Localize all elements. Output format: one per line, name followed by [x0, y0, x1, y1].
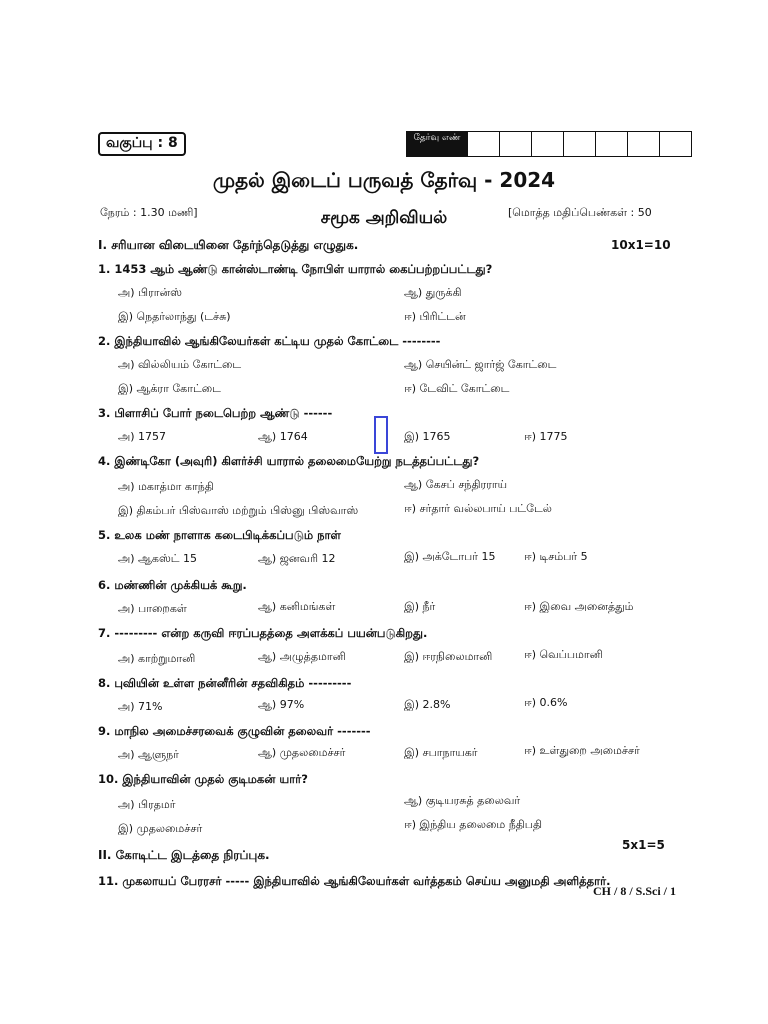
exam-number-label: தேர்வு எண்: [407, 132, 467, 156]
option-a: அ) 1757: [118, 430, 167, 443]
option-b: ஆ) துருக்கி: [404, 286, 462, 299]
question-7: 7. --------- என்ற கருவி ஈரப்பதத்தை அளக்கப் பயன்படுகிறது.: [98, 626, 428, 640]
exam-number-cell: [499, 132, 531, 156]
option-c: இ) திகம்பர் பிஸ்வாஸ் மற்றும் பிஸ்னு பிஸ்வாஸ்: [118, 504, 359, 517]
question-6: 6. மண்ணின் முக்கியக் கூறு.: [98, 578, 247, 592]
question-5: 5. உலக மண் நாளாக கடைபிடிக்கப்படும் நாள்: [98, 528, 341, 542]
option-b: ஆ) கனிமங்கள்: [258, 600, 336, 613]
exam-number-box: [406, 131, 692, 157]
exam-time: நேரம் : 1.30 மணி]: [100, 206, 198, 219]
question-11: 11. முகலாயப் பேரரசர் ----- இந்தியாவில் ஆங்கிலேயர்கள் வர்த்தகம் செய்ய அனுமதி அளித்தார்.: [98, 874, 611, 888]
option-c: இ) ஆக்ரா கோட்டை: [118, 382, 221, 395]
option-d: ஈ) 1775: [524, 430, 568, 443]
question-4: 4. இண்டிகோ (அவுரி) கிளர்ச்சி யாரால் தலைமையேற்று நடத்தப்பட்டது?: [98, 454, 480, 468]
option-a: அ) 71%: [118, 700, 163, 713]
option-b: ஆ) அழுத்தமானி: [258, 650, 346, 663]
exam-number-cell: [595, 132, 627, 156]
option-a: அ) ஆளுநர்: [118, 748, 179, 761]
option-b: ஆ) குடியரசுத் தலைவர்: [404, 794, 521, 807]
option-c: இ) சபாநாயகர்: [404, 746, 478, 759]
option-c: இ) 1765: [404, 430, 451, 443]
option-c: இ) ஈரநிலைமானி: [404, 650, 493, 663]
option-d: ஈ) சர்தார் வல்லபாய் பட்டேல்: [404, 502, 552, 515]
option-c: இ) முதலமைச்சர்: [118, 822, 203, 835]
option-c: இ) அக்டோபர் 15: [404, 550, 496, 563]
section-2-marks: 5x1=5: [622, 838, 665, 852]
text-cursor-box: [374, 416, 388, 454]
option-a: அ) வில்லியம் கோட்டை: [118, 358, 242, 371]
page-code: CH / 8 / S.Sci / 1: [593, 884, 677, 898]
question-2: 2. இந்தியாவில் ஆங்கிலேயர்கள் கட்டிய முதல் கோட்டை --------: [98, 334, 441, 348]
option-c: இ) நெதர்லாந்து (டச்சு): [118, 310, 231, 323]
subject-title: சமூக அறிவியல்: [320, 208, 448, 228]
option-b: ஆ) ஜனவரி 12: [258, 552, 336, 565]
option-a: அ) காற்றுமானி: [118, 652, 196, 665]
question-8: 8. புவியின் உள்ள நன்னீரின் சதவிகிதம் ---------: [98, 676, 352, 690]
option-d: ஈ) இந்திய தலைமை நீதிபதி: [404, 818, 542, 831]
option-c: இ) நீர்: [404, 600, 436, 613]
option-b: ஆ) 97%: [258, 698, 305, 711]
option-b: ஆ) செயின்ட் ஜார்ஜ் கோட்டை: [404, 358, 557, 371]
exam-title: முதல் இடைப் பருவத் தேர்வு - 2024: [212, 168, 556, 192]
option-c: இ) 2.8%: [404, 698, 451, 711]
exam-number-cell: [531, 132, 563, 156]
total-marks: [மொத்த மதிப்பெண்கள் : 50: [508, 206, 652, 219]
option-d: ஈ) பிரிட்டன்: [404, 310, 466, 323]
question-10: 10. இந்தியாவின் முதல் குடிமகன் யார்?: [98, 772, 308, 786]
section-2-title: II. கோடிட்ட இடத்தை நிரப்புக.: [98, 848, 270, 862]
option-a: அ) மகாத்மா காந்தி: [118, 480, 214, 493]
option-a: அ) ஆகஸ்ட் 15: [118, 552, 198, 565]
option-d: ஈ) டிசம்பர் 5: [524, 550, 588, 563]
option-b: ஆ) 1764: [258, 430, 308, 443]
option-a: அ) பிரதமர்: [118, 798, 176, 811]
exam-number-cell: [627, 132, 659, 156]
option-a: அ) பிரான்ஸ்: [118, 286, 182, 299]
question-1: 1. 1453 ஆம் ஆண்டு கான்ஸ்டாண்டி நோபிள் யாரால் கைப்பற்றப்பட்டது?: [98, 262, 493, 276]
question-9: 9. மாநில அமைச்சரவைக் குழுவின் தலைவர் -------: [98, 724, 371, 738]
option-d: ஈ) வெப்பமானி: [524, 648, 603, 661]
option-d: ஈ) டேவிட் கோட்டை: [404, 382, 510, 395]
option-b: ஆ) கேசப் சந்திரராய்: [404, 478, 508, 491]
option-a: அ) பாறைகள்: [118, 602, 187, 615]
section-1-marks: 10x1=10: [611, 238, 671, 252]
exam-number-cell: [659, 132, 691, 156]
exam-number-cell: [563, 132, 595, 156]
question-3: 3. பிளாசிப் போர் நடைபெற்ற ஆண்டு ------: [98, 406, 333, 420]
class-label: வகுப்பு : 8: [98, 132, 186, 156]
option-d: ஈ) உள்துறை அமைச்சர்: [524, 744, 640, 757]
option-d: ஈ) இவை அனைத்தும்: [524, 600, 634, 613]
option-b: ஆ) முதலமைச்சர்: [258, 746, 346, 759]
section-1-title: I. சரியான விடையினை தேர்ந்தெடுத்து எழுதுக.: [98, 238, 359, 252]
exam-number-cell: [467, 132, 499, 156]
option-d: ஈ) 0.6%: [524, 696, 568, 709]
